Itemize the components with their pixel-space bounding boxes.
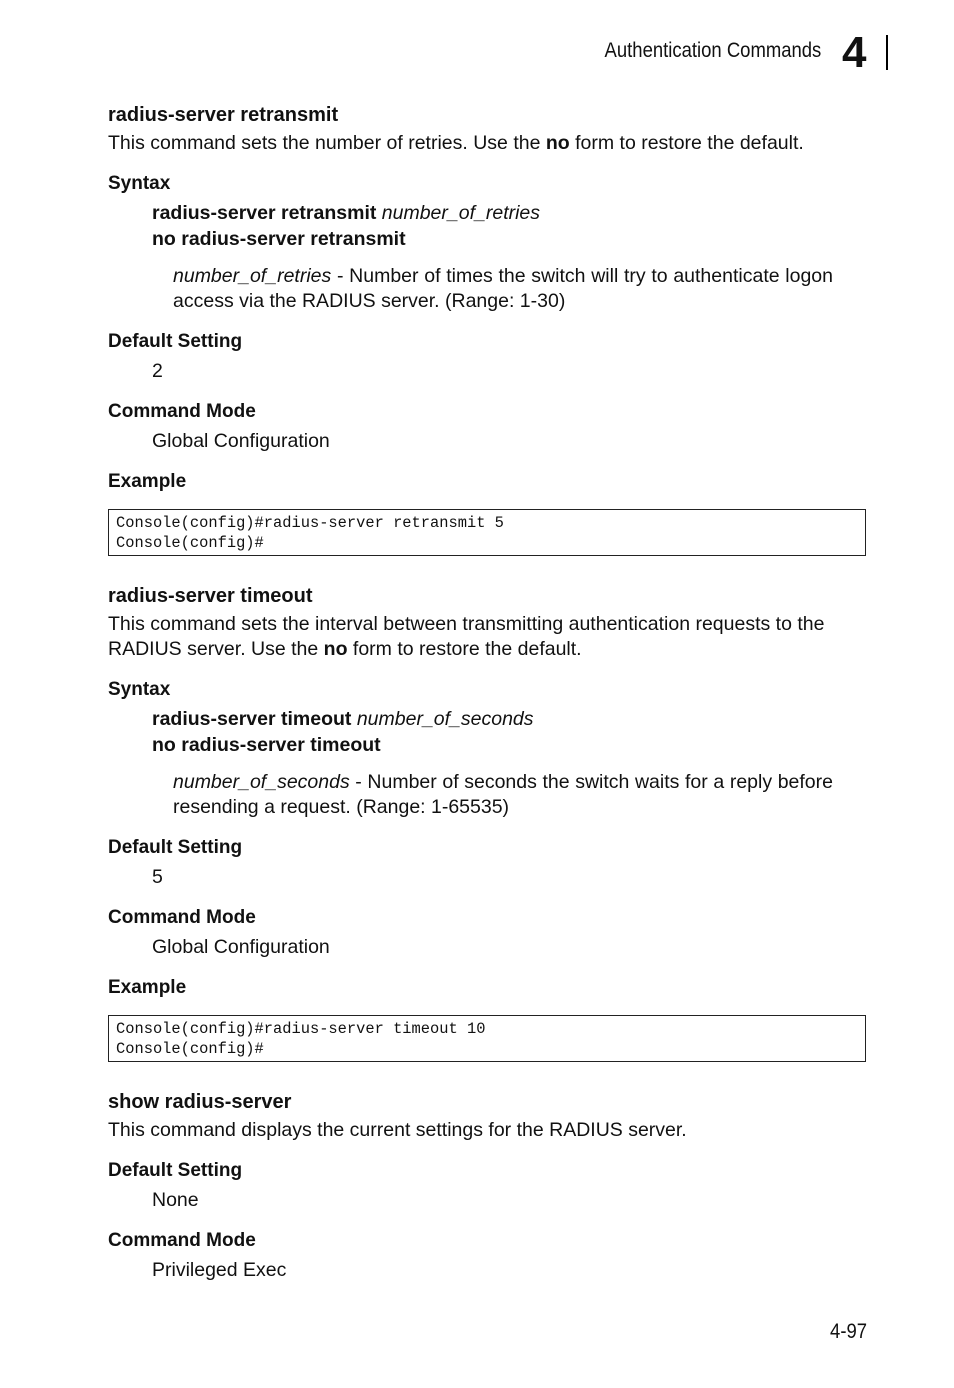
command-mode-heading: Command Mode	[108, 1230, 256, 1251]
command-mode-heading: Command Mode	[108, 401, 256, 422]
chapter-tab-rule	[886, 35, 888, 70]
code-line: Console(config)#	[116, 534, 264, 552]
command-mode-heading: Command Mode	[108, 907, 256, 928]
section-title-radius-server-retransmit: radius-server retransmit	[108, 104, 339, 126]
code-line: Console(config)#radius-server timeout 10	[116, 1020, 486, 1038]
default-setting-heading: Default Setting	[108, 1160, 243, 1181]
default-setting-heading: Default Setting	[108, 837, 243, 858]
syntax-line: radius-server retransmit number_of_retries	[152, 202, 541, 224]
default-setting-value: 2	[152, 360, 163, 382]
parameter-description: number_of_seconds - Number of seconds the switch waits for a reply before resending a request. (Range: 1-65535)	[173, 771, 833, 818]
command-mode-value: Global Configuration	[152, 430, 330, 452]
code-line: Console(config)#	[116, 1040, 264, 1058]
chapter-number: 4	[842, 28, 867, 77]
page-number: 4-97	[830, 1320, 867, 1343]
section-intro: This command sets the number of retries. Use the no form to restore the default.	[108, 132, 804, 154]
syntax-line-no-form: no radius-server retransmit	[152, 228, 406, 250]
command-mode-value: Privileged Exec	[152, 1259, 287, 1281]
code-line: Console(config)#radius-server retransmit 5	[116, 514, 504, 532]
default-setting-heading: Default Setting	[108, 331, 243, 352]
syntax-line: radius-server timeout number_of_seconds	[152, 708, 534, 730]
syntax-line-no-form: no radius-server timeout	[152, 734, 381, 756]
section-intro: This command displays the current settings for the RADIUS server.	[108, 1119, 687, 1141]
example-heading: Example	[108, 977, 187, 998]
section-intro: This command sets the interval between transmitting authentication requests to the RADIUS server. Use the no form to restore the default.	[108, 613, 825, 660]
syntax-heading: Syntax	[108, 173, 171, 194]
parameter-description: number_of_retries - Number of times the switch will try to authenticate logon access via the RADIUS server. (Range: 1-30)	[173, 265, 833, 312]
section-title-show-radius-server: show radius-server	[108, 1091, 292, 1113]
example-code-box	[108, 1015, 866, 1062]
default-setting-value: 5	[152, 866, 163, 888]
command-mode-value: Global Configuration	[152, 936, 330, 958]
syntax-heading: Syntax	[108, 679, 171, 700]
section-title-radius-server-timeout: radius-server timeout	[108, 585, 313, 607]
example-code-box	[108, 509, 866, 556]
running-header-title: Authentication Commands	[604, 39, 821, 62]
default-setting-value: None	[152, 1189, 199, 1211]
example-heading: Example	[108, 471, 187, 492]
